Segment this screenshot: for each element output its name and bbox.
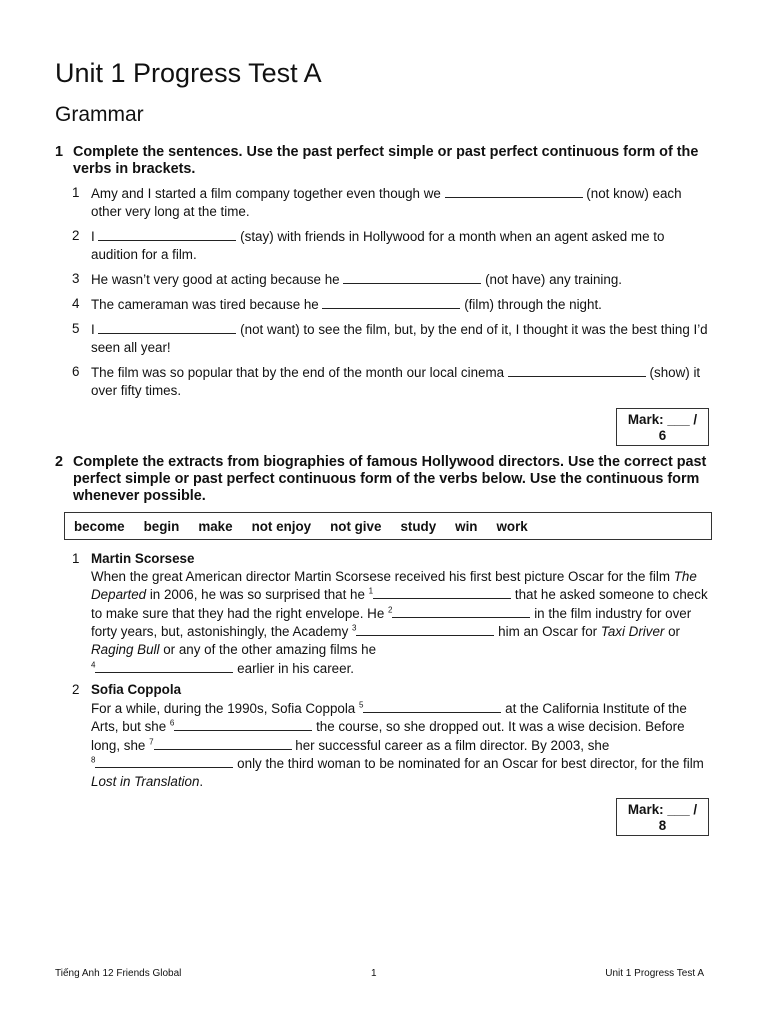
- sentence-list: [55, 184, 715, 400]
- answer-blank[interactable]: [508, 363, 646, 377]
- mark-label: Mark: ___ /: [627, 802, 698, 817]
- gap-number: 1: [368, 586, 374, 596]
- answer-blank[interactable]: [98, 320, 236, 334]
- director-name: Sofia Coppola: [91, 682, 182, 697]
- word-option: make: [198, 518, 233, 534]
- sentence-text: (not know) each other very long at the time.: [91, 186, 682, 219]
- film-title: The Departed: [91, 568, 697, 603]
- film-title: Lost in Translation: [91, 773, 200, 789]
- mark-box-task-1: [616, 408, 709, 446]
- item-number: 1: [72, 185, 80, 200]
- answer-blank[interactable]: [322, 295, 460, 309]
- mark-box-task-2: [616, 798, 709, 836]
- sentence-text: I: [91, 229, 99, 244]
- sentence-text: (film) through the night.: [460, 297, 602, 312]
- sentence-text: The film was so popular that by the end of the month our local cinema: [91, 365, 508, 380]
- page-title: Unit 1 Progress Test A: [55, 58, 322, 88]
- answer-blank[interactable]: [363, 699, 501, 713]
- extract-coppola: [55, 681, 715, 791]
- sentence-text: (not want) to see the film, but, by the end of it, I thought it was the best thing I’d seen all year!: [91, 322, 708, 355]
- word-option: not give: [330, 518, 382, 534]
- task-2: [55, 454, 715, 505]
- answer-blank[interactable]: [343, 270, 481, 284]
- sentence-item: [55, 320, 715, 357]
- instruction-text: Complete the extracts from biographies of famous Hollywood directors. Use the correct past perfect simple or past perfect continuous form of the verbs below. Use the continuous form whenever possible.: [73, 454, 707, 504]
- sentence-text: (show) it over fifty times.: [91, 365, 701, 398]
- task-2-instruction: [55, 454, 715, 505]
- answer-blank[interactable]: [174, 717, 312, 731]
- gap-number: 3: [352, 623, 357, 633]
- word-option: become: [74, 518, 125, 534]
- word-option: begin: [143, 518, 180, 534]
- item-number: 5: [72, 321, 80, 336]
- word-option: study: [400, 518, 437, 534]
- instruction-text: Complete the sentences. Use the past perfect simple or past perfect continuous form of the verbs in brackets.: [73, 144, 699, 177]
- extract-text: For a while, during the 1990s, Sofia Coppola $^5$ at the California Institute of the Arts, but she $^6$ the course, so she dropped out. It was a wise decision. Before long, she $^7$ her successful career as a film director. By 2003, she $^8$ only the third woman to be nominated for an Oscar for best director, for the film Lost in Translation.: [91, 700, 704, 789]
- sentence-text: I: [91, 322, 99, 337]
- gap-number: 2: [388, 605, 393, 615]
- gap-number: 6: [169, 718, 175, 728]
- item-number: 2: [72, 228, 80, 243]
- gap-number: 8: [91, 755, 96, 765]
- word-box: [64, 512, 712, 540]
- extract-scorsese: [55, 550, 715, 677]
- word-option: not enjoy: [251, 518, 312, 534]
- gap-number: 4: [91, 660, 96, 670]
- answer-blank[interactable]: [356, 622, 494, 636]
- item-number: 4: [72, 296, 80, 311]
- sentence-text: The cameraman was tired because he: [91, 297, 323, 312]
- sentence-item: [55, 184, 715, 221]
- answer-blank[interactable]: [98, 227, 236, 241]
- extract-text: When the great American director Martin Scorsese received his first best picture Oscar for the film The Departed in 2006, he was so surprised that he $^1$ that he asked someone to check to make sure that they had the right envelope. He $^2$ in the film industry for over forty years, but, astonishingly, the Academy $^3$ him an Oscar for Taxi Driver or Raging Bull or any of the other amazing films he $^4$ earlier in his career.: [91, 568, 708, 676]
- footer-page-number: 1: [371, 968, 377, 979]
- film-title: Taxi Driver: [600, 624, 665, 640]
- answer-blank[interactable]: [373, 585, 511, 599]
- answer-blank[interactable]: [392, 604, 530, 618]
- task-number: 2: [55, 454, 64, 470]
- item-number: 6: [72, 364, 80, 379]
- task-1: [55, 144, 715, 406]
- item-number: 1: [72, 551, 80, 566]
- task-1-instruction: [55, 144, 715, 178]
- word-option: work: [496, 518, 528, 534]
- task-number: 1: [55, 144, 64, 160]
- sentence-item: [55, 295, 715, 314]
- answer-blank[interactable]: [95, 659, 233, 673]
- sentence-text: He wasn’t very good at acting because he: [91, 272, 344, 287]
- footer-left: Tiếng Anh 12 Friends Global: [55, 968, 182, 979]
- footer-right: Unit 1 Progress Test A: [605, 968, 704, 979]
- item-number: 3: [72, 271, 80, 286]
- director-name: Martin Scorsese: [91, 551, 195, 566]
- sentence-item: [55, 363, 715, 400]
- gap-number: 5: [358, 700, 364, 710]
- word-option: win: [455, 518, 478, 534]
- item-number: 2: [72, 682, 80, 697]
- mark-total: 6: [658, 428, 667, 443]
- mark-label: Mark: ___ /: [627, 412, 698, 427]
- sentence-item: [55, 270, 715, 289]
- sentence-text: (not have) any training.: [481, 272, 623, 287]
- sentence-text: Amy and I started a film company together even though we: [91, 186, 445, 201]
- sentence-item: [55, 227, 715, 264]
- sentence-text: (stay) with friends in Hollywood for a month when an agent asked me to audition for a film.: [91, 229, 665, 262]
- answer-blank[interactable]: [445, 184, 583, 198]
- film-title: Raging Bull: [91, 641, 160, 657]
- mark-total: 8: [658, 818, 667, 833]
- gap-number: 7: [149, 737, 154, 747]
- answer-blank[interactable]: [95, 754, 233, 768]
- section-heading: Grammar: [55, 103, 144, 126]
- answer-blank[interactable]: [154, 736, 292, 750]
